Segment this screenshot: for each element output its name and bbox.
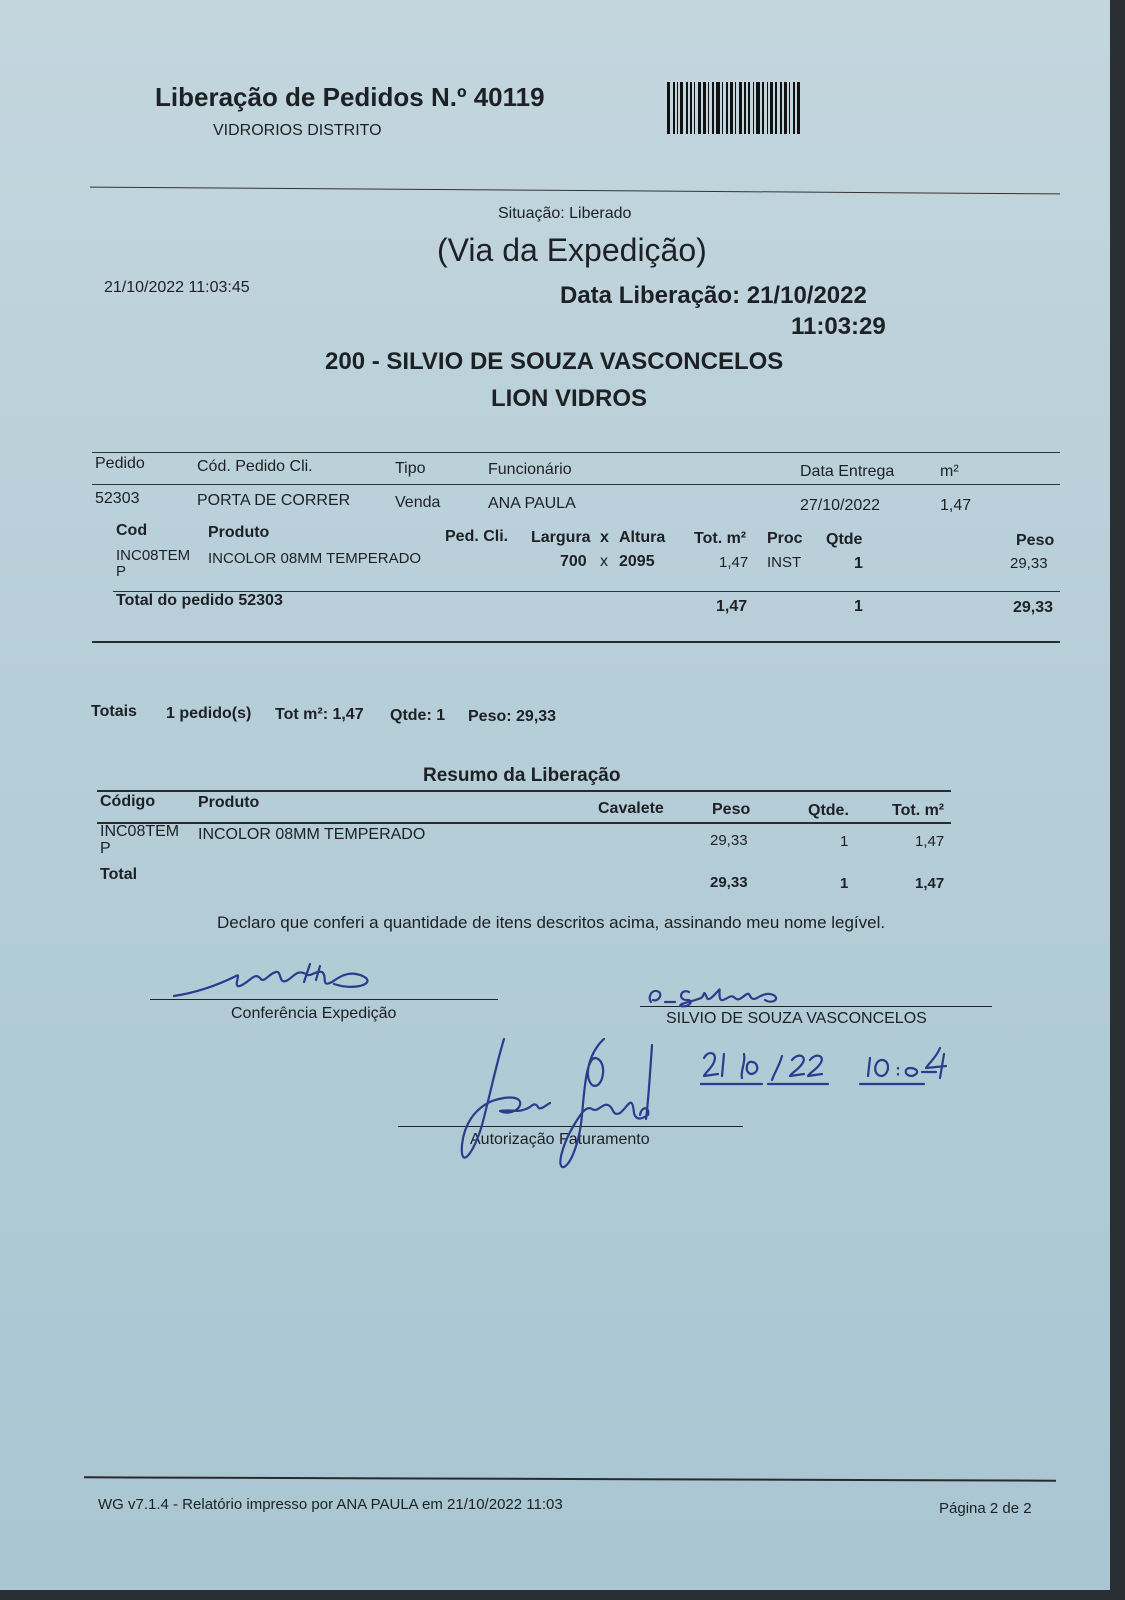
item-qtde: 1: [854, 555, 863, 572]
item-header-proc: Proc: [767, 530, 803, 547]
barcode-stripe: [703, 82, 706, 134]
release-date: Data Liberação: 21/10/2022: [560, 282, 867, 309]
barcode-stripe: [748, 82, 750, 134]
barcode-stripe: [797, 82, 800, 134]
summary-header-peso: Peso: [712, 801, 751, 818]
divider: [90, 187, 1060, 195]
barcode-stripe: [680, 82, 683, 134]
totals-label: Totais: [91, 703, 137, 720]
totals-m2: Tot m²: 1,47: [275, 706, 364, 723]
summary-header-tot-m2: Tot. m²: [892, 802, 945, 819]
barcode-stripe: [744, 82, 746, 134]
barcode-stripe: [730, 82, 733, 134]
summary-code-continued: P: [100, 840, 111, 857]
barcode-stripe: [690, 82, 692, 134]
order-employee: ANA PAULA: [488, 495, 576, 512]
print-timestamp: 21/10/2022 11:03:45: [104, 279, 250, 296]
totals-peso: Peso: 29,33: [468, 708, 557, 725]
barcode-stripe: [686, 82, 688, 134]
barcode-stripe: [762, 82, 764, 134]
col-header-funcionario: Funcionário: [488, 461, 572, 478]
item-proc: INST: [767, 554, 802, 571]
barcode-stripe: [756, 82, 760, 134]
summary-code: INC08TEM: [100, 823, 180, 840]
barcode-stripe: [708, 82, 709, 134]
summary-header-codigo: Código: [100, 793, 156, 810]
barcode-stripe: [716, 82, 720, 134]
order-type: Venda: [395, 494, 441, 511]
handwritten-signature-cliente: [645, 978, 815, 1010]
summary-total-tot-m2: 1,47: [915, 875, 945, 892]
summary-tot-m2: 1,47: [915, 833, 945, 850]
barcode-stripe: [673, 82, 675, 134]
handwritten-signature-autorizacao: [452, 1035, 682, 1175]
company-name: VIDRORIOS DISTRITO: [213, 122, 382, 139]
barcode-stripe: [753, 82, 754, 134]
barcode-stripe: [677, 82, 678, 134]
document-title: Liberação de Pedidos N.º 40119: [155, 82, 545, 112]
item-header-ped-cli: Ped. Cli.: [445, 528, 509, 545]
declaration-text: Declaro que conferi a quantidade de itens descritos acima, assinando meu nome legível.: [217, 913, 886, 932]
order-total-qtde: 1: [854, 598, 863, 615]
summary-header-qtde: Qtde.: [808, 802, 849, 819]
signature-label-autorizacao: Autorização Faturamento: [470, 1131, 650, 1148]
item-header-x: x: [600, 529, 609, 546]
signature-label-conferencia: Conferência Expedição: [231, 1005, 397, 1022]
item-header-cod: Cod: [116, 522, 148, 539]
col-header-pedido: Pedido: [95, 455, 145, 472]
barcode-stripe: [694, 82, 695, 134]
item-width: 700: [560, 553, 587, 570]
item-header-tot-m2: Tot. m²: [694, 530, 747, 547]
order-client-code: PORTA DE CORRER: [197, 492, 351, 509]
barcode-stripe: [784, 82, 787, 134]
item-x: x: [600, 553, 608, 570]
page-number: Página 2 de 2: [939, 1500, 1032, 1517]
handwritten-signature-conferencia: [170, 960, 390, 1004]
barcode-stripe: [770, 82, 773, 134]
summary-total-peso: 29,33: [710, 874, 748, 891]
summary-total-qtde: 1: [840, 875, 849, 892]
barcode-stripe: [698, 82, 701, 134]
barcode-stripe: [739, 82, 742, 134]
summary-top-rule: [97, 790, 951, 792]
col-header-tipo: Tipo: [395, 460, 426, 477]
table-top-rule: [92, 452, 1060, 453]
summary-product: INCOLOR 08MM TEMPERADO: [198, 826, 426, 843]
summary-header-cavalete: Cavalete: [598, 800, 664, 817]
barcode-stripe: [793, 82, 795, 134]
item-header-largura: Largura: [531, 529, 591, 546]
barcode-stripe: [775, 82, 777, 134]
col-header-cod-pedido-cli: Cód. Pedido Cli.: [197, 458, 313, 475]
item-header-produto: Produto: [208, 524, 270, 541]
totals-qtde: Qtde: 1: [390, 707, 446, 724]
barcode-stripe: [722, 82, 723, 134]
barcode-stripe: [780, 82, 782, 134]
barcode-stripe: [712, 82, 714, 134]
totals-orders: 1 pedido(s): [166, 705, 252, 722]
barcode-stripe: [735, 82, 736, 134]
item-header-qtde: Qtde: [826, 531, 863, 548]
order-total-peso: 29,33: [1013, 599, 1054, 616]
barcode-stripe: [726, 82, 728, 134]
customer-company: LION VIDROS: [491, 385, 648, 412]
order-total-label: Total do pedido 52303: [116, 592, 283, 609]
summary-header-produto: Produto: [198, 794, 260, 811]
order-m2: 1,47: [940, 497, 972, 514]
item-peso: 29,33: [1010, 555, 1048, 572]
signature-label-cliente: SILVIO DE SOUZA VASCONCELOS: [666, 1010, 927, 1027]
item-code: INC08TEM: [116, 547, 191, 564]
footer-printed-by: WG v7.1.4 - Relatório impresso por ANA PAULA em 21/10/2022 11:03: [98, 1496, 563, 1513]
col-header-data-entrega: Data Entrega: [800, 463, 895, 480]
order-number: 52303: [95, 490, 140, 507]
header-rule: [92, 484, 1060, 485]
customer-name: 200 - SILVIO DE SOUZA VASCONCELOS: [325, 348, 784, 375]
summary-peso: 29,33: [710, 832, 748, 849]
item-header-peso: Peso: [1016, 532, 1055, 549]
item-header-altura: Altura: [619, 529, 666, 546]
col-header-m2: m²: [940, 463, 959, 480]
order-total-m2: 1,47: [716, 598, 748, 615]
barcode-stripe: [789, 82, 790, 134]
item-tot-m2: 1,47: [719, 554, 749, 571]
summary-title: Resumo da Liberação: [423, 765, 621, 786]
copy-type: (Via da Expedição): [437, 232, 707, 268]
status-text: Situação: Liberado: [498, 205, 632, 222]
item-code-continued: P: [116, 563, 127, 580]
barcode-stripe: [667, 82, 670, 134]
release-time: 11:03:29: [791, 313, 886, 340]
barcode-stripe: [767, 82, 768, 134]
order-delivery-date: 27/10/2022: [800, 497, 881, 514]
summary-qtde: 1: [840, 833, 849, 850]
summary-header-rule: [97, 822, 951, 824]
table-bottom-rule: [92, 641, 1060, 643]
handwritten-date: [700, 1044, 970, 1096]
item-height: 2095: [619, 553, 655, 570]
summary-total-label: Total: [100, 866, 138, 883]
footer-rule: [84, 1476, 1056, 1481]
item-product: INCOLOR 08MM TEMPERADO: [208, 550, 422, 567]
barcode-icon: [667, 82, 837, 134]
